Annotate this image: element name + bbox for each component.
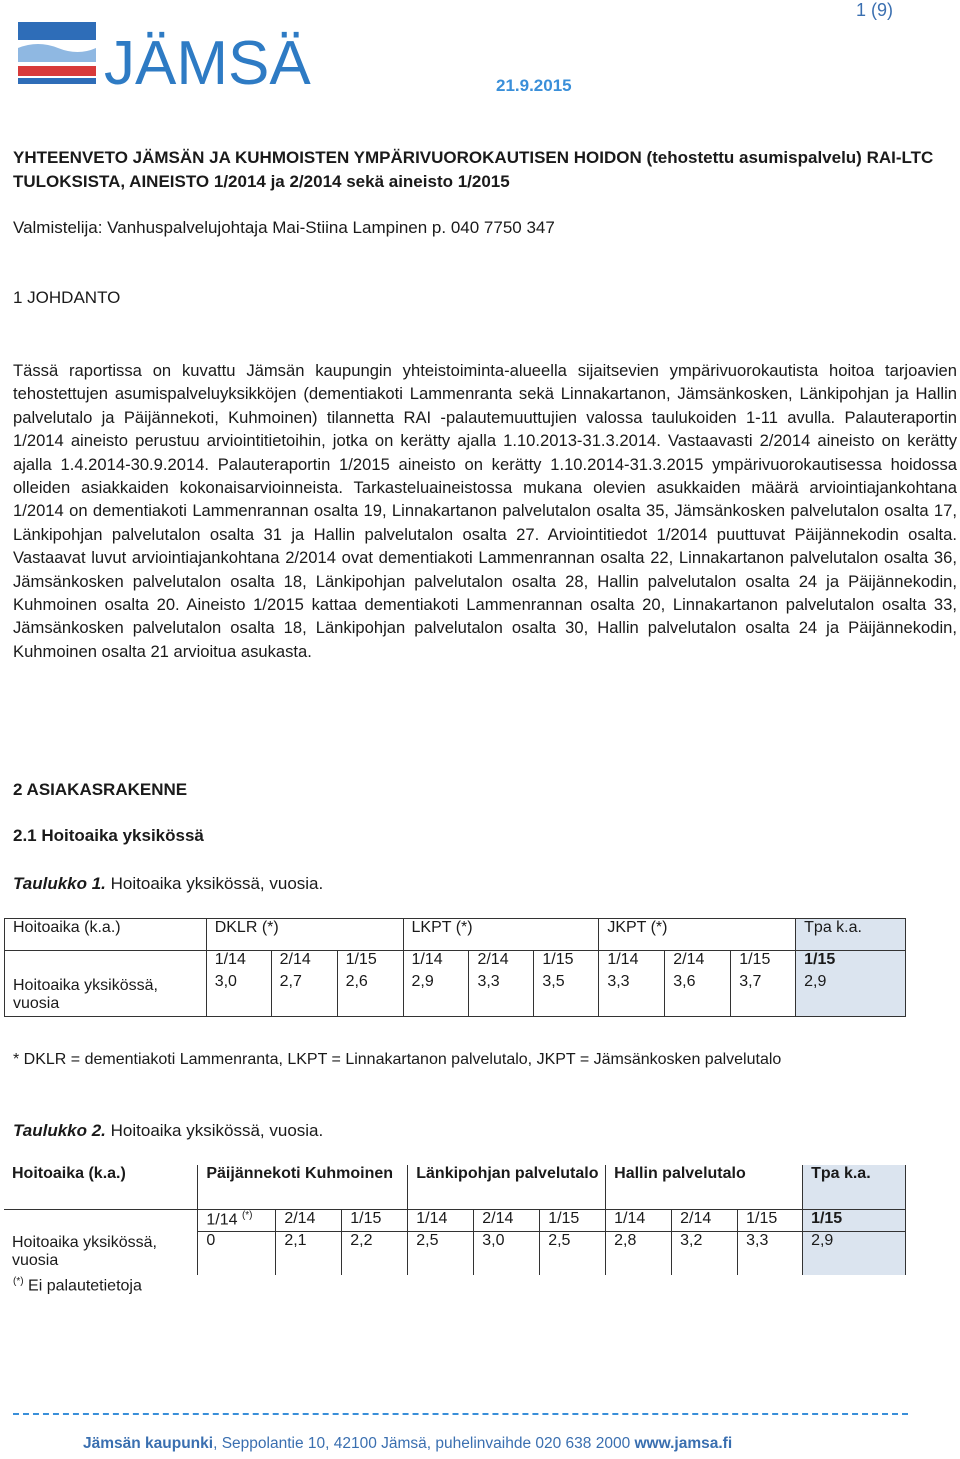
table-1-value: 3,7 — [731, 973, 796, 1017]
table-2-caption-text: Hoitoaika yksikössä, vuosia. — [110, 1121, 324, 1140]
table-1-period: 1/15 — [731, 951, 796, 973]
table-2-caption-label: Taulukko 2. — [13, 1121, 106, 1140]
table-1-period: 1/15 — [337, 951, 403, 973]
table-2-period: 2/14 — [276, 1209, 342, 1231]
table-2-value: 2,9 — [803, 1231, 906, 1275]
footer-web-link[interactable]: www.jamsa.fi — [634, 1435, 733, 1452]
section-1-text: Tässä raportissa on kuvattu Jämsän kaupungin yhteistoiminta-alueella sijaitsevien ympärivuorokautista hoitoa tarjoavien tehostettujen asumispalveluyksikköjen (dementiakoti Lammenranta sekä Linnakartanon, Jämsänkosken, Länkipohjan ja Hallin palvelutalo ja Päijännekoti, Kuhmoinen) tilannetta RAI -palautemuuttujien valossa taulukoiden 1-11 avulla. Palauteraportin 1/2014 aineisto perustuu arviointitietoihin, jotka on kerätty ajalla 1.10.2013-31.3.2014. Vastaavasti 2/2014 aineisto on kerätty ajalla 1.4.2014-30.9.2014. Palauteraportin 1/2015 aineisto on kerätty 1.10.2014-31.3.2015 ympärivuorokautisessa hoidossa olleiden asiakkaiden kokonaisarvioinneista. Tarkasteluaineistossa mukana olevien asukkaiden määrä arviointiajankohtana 1/2014 on dementiakoti Lammenrannan osalta 19, Linnakartanon palvelutalon osalta 35, Jämsänkosken palvelutalon osalta 17, Länkipohjan palvelutalon osalta 31 ja Hallin palvelutalon osalta 27. Arviointitiedot 1/2014 puuttuvat Päijännekodin osalta. Vastaavat luvut arviointiajankohtana 2/2014 ovat dementiakoti Lammenrannan osalta 22, Linnakartanon palvelutalon osalta 36, Jämsänkosken palvelutalon osalta 18, Länkipohjan palvelutalon osalta 28, Hallin palvelutalon osalta 24 ja Päijännekodin, Kuhmoinen osalta 20. Aineisto 1/2015 kattaa dementiakoti Lammenrannan osalta 20, Linnakartanon palvelutalon osalta 33, Jämsänkosken palvelutalon osalta 18, Länkipohjan palvelutalon osalta 30, Hallin palvelutalon osalta 24 ja Päijännekodin, Kuhmoinen osalta 21 arvioitua asukasta. — [13, 361, 957, 661]
table-1-caption — [13, 874, 323, 894]
table-2-value: 3,3 — [738, 1231, 803, 1275]
logo-text: JÄMSÄ — [104, 29, 311, 98]
table-2-period: 2/14 — [474, 1209, 540, 1231]
table-1-header-label: Hoitoaika (k.a.) — [5, 919, 207, 951]
table-2-footnote-mark: (*) — [13, 1276, 24, 1287]
table-2-footnote-text: Ei palautetietoja — [28, 1277, 142, 1295]
table-1-footnote: * DKLR = dementiakoti Lammenranta, LKPT = Linnakartanon palvelutalo, JKPT = Jämsänkosken palvelutalo — [13, 1051, 782, 1068]
table-2-value: 2,8 — [606, 1231, 672, 1275]
table-1-period: 2/14 — [469, 951, 534, 973]
document-date: 21.9.2015 — [496, 76, 572, 95]
table-2-period — [198, 1209, 276, 1231]
table-1-header-tpa: Tpa k.a. — [796, 919, 906, 951]
table-1 — [4, 918, 906, 1017]
table-1-value: 3,0 — [206, 973, 271, 1017]
table-2-value: 3,0 — [474, 1231, 540, 1275]
table-1-value: 3,5 — [534, 973, 599, 1017]
table-2-period-mark: (*) — [241, 1209, 253, 1221]
table-2-value: 0 — [198, 1231, 276, 1275]
table-2 — [4, 1165, 906, 1275]
table-2-period: 1/14 — [606, 1209, 672, 1231]
table-1-value: 3,3 — [599, 973, 665, 1017]
table-2-row-label-text: Hoitoaika yksikössä, vuosia — [12, 1233, 157, 1269]
table-1-row-label: Hoitoaika yksikössä, vuosia — [5, 951, 207, 1017]
table-1-period: 1/15 — [534, 951, 599, 973]
table-2-value: 2,5 — [408, 1231, 474, 1275]
table-2-period: 1/14 — [408, 1209, 474, 1231]
table-1-value: 2,9 — [796, 973, 906, 1017]
table-2-row-label — [4, 1209, 198, 1275]
table-2-value: 3,2 — [672, 1231, 738, 1275]
table-2-value: 2,2 — [342, 1231, 408, 1275]
table-2-value: 2,1 — [276, 1231, 342, 1275]
table-1-period: 2/14 — [665, 951, 731, 973]
table-1-value: 2,9 — [403, 973, 469, 1017]
table-2-caption — [13, 1121, 323, 1141]
table-2-header-lankipohja: Länkipohjan palvelutalo — [408, 1165, 606, 1209]
table-2-period: 1/15 — [738, 1209, 803, 1231]
table-1-period: 1/14 — [599, 951, 665, 973]
footer-org: Jämsän kaupunki — [83, 1435, 214, 1452]
jamsa-logo — [18, 18, 318, 98]
page-footer — [83, 1435, 732, 1453]
section-2-heading: 2 ASIAKASRAKENNE — [13, 780, 188, 799]
section-1-heading: 1 JOHDANTO — [13, 288, 121, 307]
table-2-header-paijannekoti: Päijännekoti Kuhmoinen — [198, 1165, 408, 1209]
table-1-caption-label: Taulukko 1. — [13, 874, 106, 893]
table-1-caption-text: Hoitoaika yksikössä, vuosia. — [110, 874, 324, 893]
section-2-1-heading: 2.1 Hoitoaika yksikössä — [13, 826, 204, 845]
table-1-period: 1/14 — [403, 951, 469, 973]
table-1-period: 2/14 — [271, 951, 337, 973]
table-2-period: 2/14 — [672, 1209, 738, 1231]
table-2-header-tpa: Tpa k.a. — [803, 1165, 906, 1209]
table-2-header-halli: Hallin palvelutalo — [606, 1165, 803, 1209]
footer-divider — [13, 1413, 908, 1415]
table-2-period: 1/15 — [342, 1209, 408, 1231]
table-1-period: 1/15 — [796, 951, 906, 973]
table-1-header-dklr: DKLR (*) — [206, 919, 403, 951]
table-1-period: 1/14 — [206, 951, 271, 973]
table-2-footnote — [13, 1276, 142, 1295]
table-1-value: 3,3 — [469, 973, 534, 1017]
table-2-period: 1/15 — [803, 1209, 906, 1231]
table-1-value: 3,6 — [665, 973, 731, 1017]
table-2-header-label: Hoitoaika (k.a.) — [4, 1165, 198, 1209]
footer-address: , Seppolantie 10, 42100 Jämsä, puhelinvaihde 020 638 2000 — [213, 1435, 631, 1452]
page-number: 1 (9) — [856, 0, 894, 20]
table-1-header-lkpt: LKPT (*) — [403, 919, 599, 951]
table-1-header-jkpt: JKPT (*) — [599, 919, 796, 951]
table-1-value: 2,6 — [337, 973, 403, 1017]
table-2-period-text: 1/14 — [206, 1210, 238, 1228]
preparer-line: Valmistelija: Vanhuspalvelujohtaja Mai-Stiina Lampinen p. 040 7750 347 — [13, 218, 555, 237]
table-1-value: 2,7 — [271, 973, 337, 1017]
document-title: YHTEENVETO JÄMSÄN JA KUHMOISTEN YMPÄRIVUOROKAUTISEN HOIDON (tehostettu asumispalvelu) RAI-LTC TULOKSISTA, AINEISTO 1/2014 ja 2/2014 sekä aineisto 1/2015 — [13, 148, 934, 191]
table-2-period: 1/15 — [540, 1209, 606, 1231]
table-2-value: 2,5 — [540, 1231, 606, 1275]
